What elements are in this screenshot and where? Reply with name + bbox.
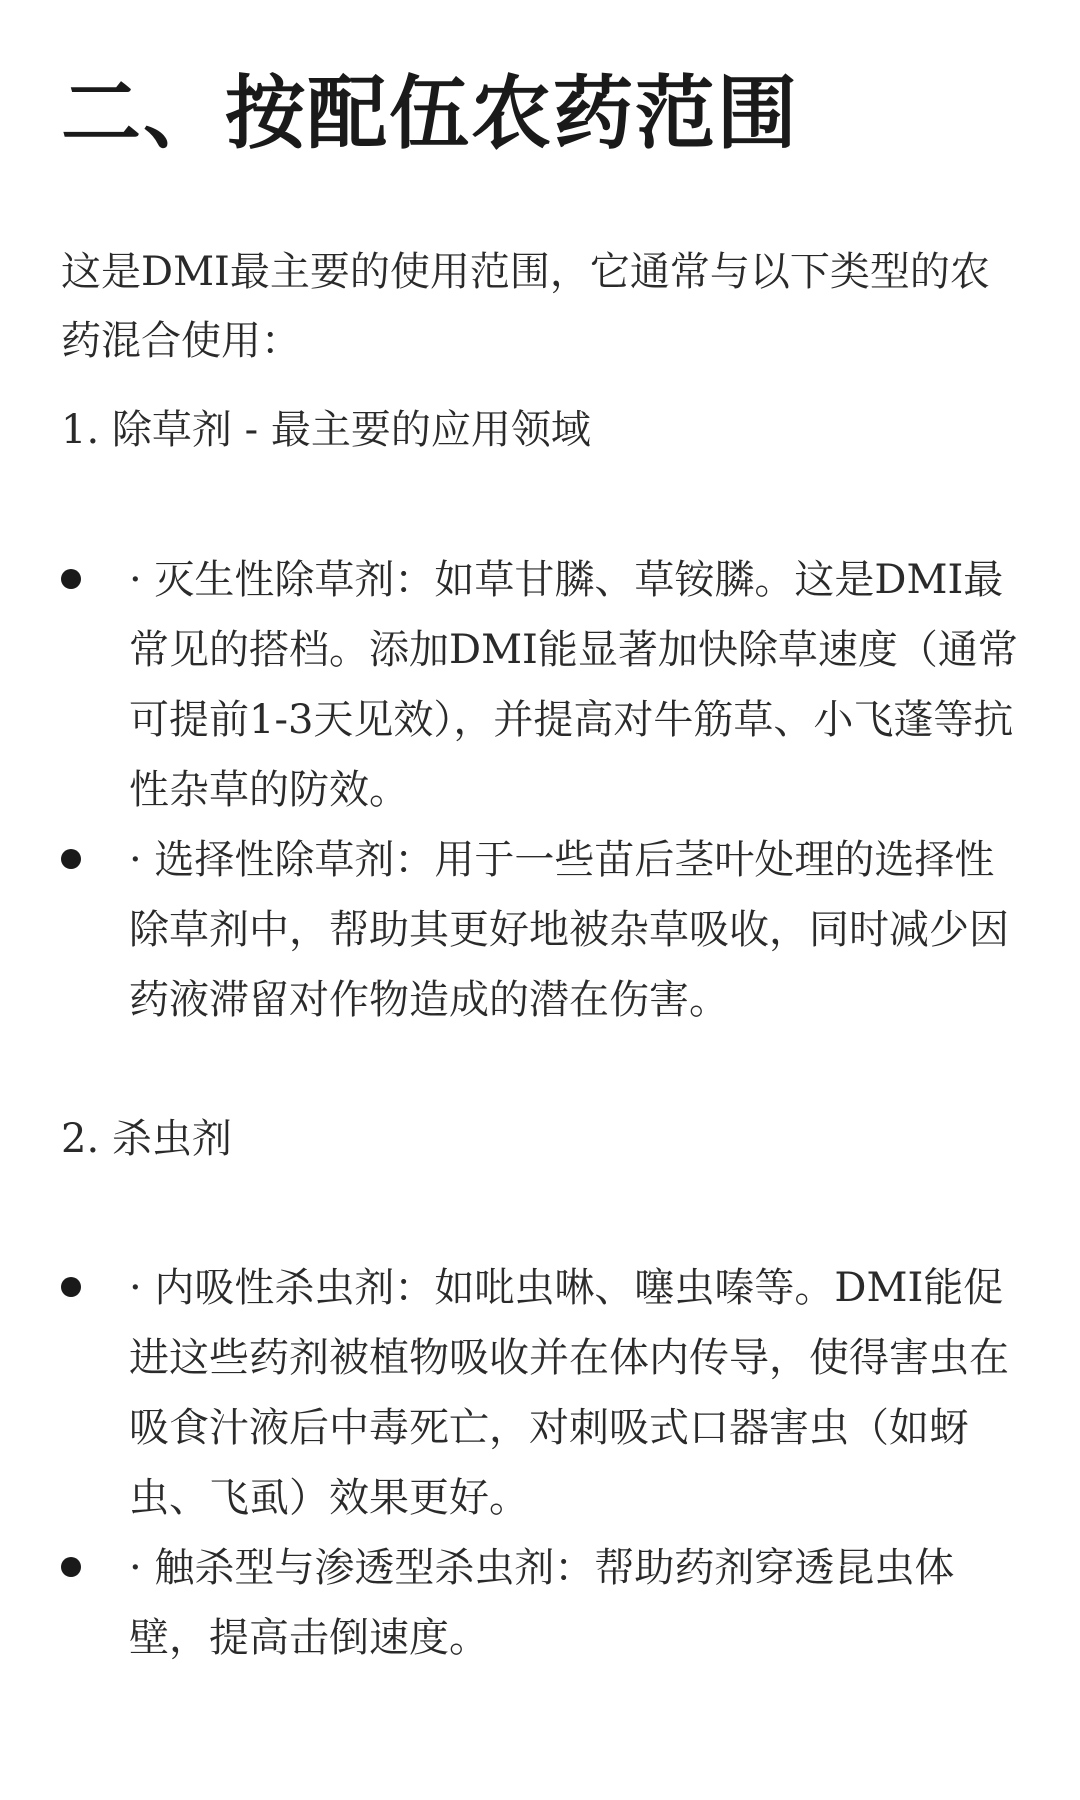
bullet-dot-icon: [61, 1277, 81, 1297]
bullet-dot-icon: [61, 1557, 81, 1577]
list-item-text: · 选择性除草剂：用于一些苗后茎叶处理的选择性除草剂中，帮助其更好地被杂草吸收，同时减少因药液滞留对作物造成的潜在伤害。: [129, 837, 1009, 1023]
list-item: [61, 825, 1021, 1035]
list-item-text: · 灭生性除草剂：如草甘膦、草铵膦。这是DMI最常见的搭档。添加DMI能显著加快除草速度（通常可提前1-3天见效），并提高对牛筋草、小飞蓬等抗性杂草的防效。: [129, 557, 1018, 813]
page-title: 二、按配伍农药范围: [61, 66, 799, 160]
list-item: [61, 1533, 1021, 1673]
insecticide-list: [61, 1253, 1021, 1673]
list-item-text: · 触杀型与渗透型杀虫剂：帮助药剂穿透昆虫体壁，提高击倒速度。: [129, 1545, 955, 1661]
intro-paragraph: 这是DMI最主要的使用范围，它通常与以下类型的农药混合使用：: [61, 249, 990, 364]
section-title-insecticides: 2. 杀虫剂: [61, 1116, 232, 1162]
herbicide-list: [61, 545, 1021, 1035]
bullet-dot-icon: [61, 569, 81, 589]
list-item: [61, 1253, 1021, 1533]
section-title-herbicides: 1. 除草剂 - 最主要的应用领域: [61, 407, 591, 453]
article-page: [61, 0, 1021, 1800]
list-item: [61, 545, 1021, 825]
list-item-text: · 内吸性杀虫剂：如吡虫啉、噻虫嗪等。DMI能促进这些药剂被植物吸收并在体内传导，使得害虫在吸食汁液后中毒死亡，对刺吸式口器害虫（如蚜虫、飞虱）效果更好。: [129, 1265, 1009, 1521]
bullet-dot-icon: [61, 849, 81, 869]
